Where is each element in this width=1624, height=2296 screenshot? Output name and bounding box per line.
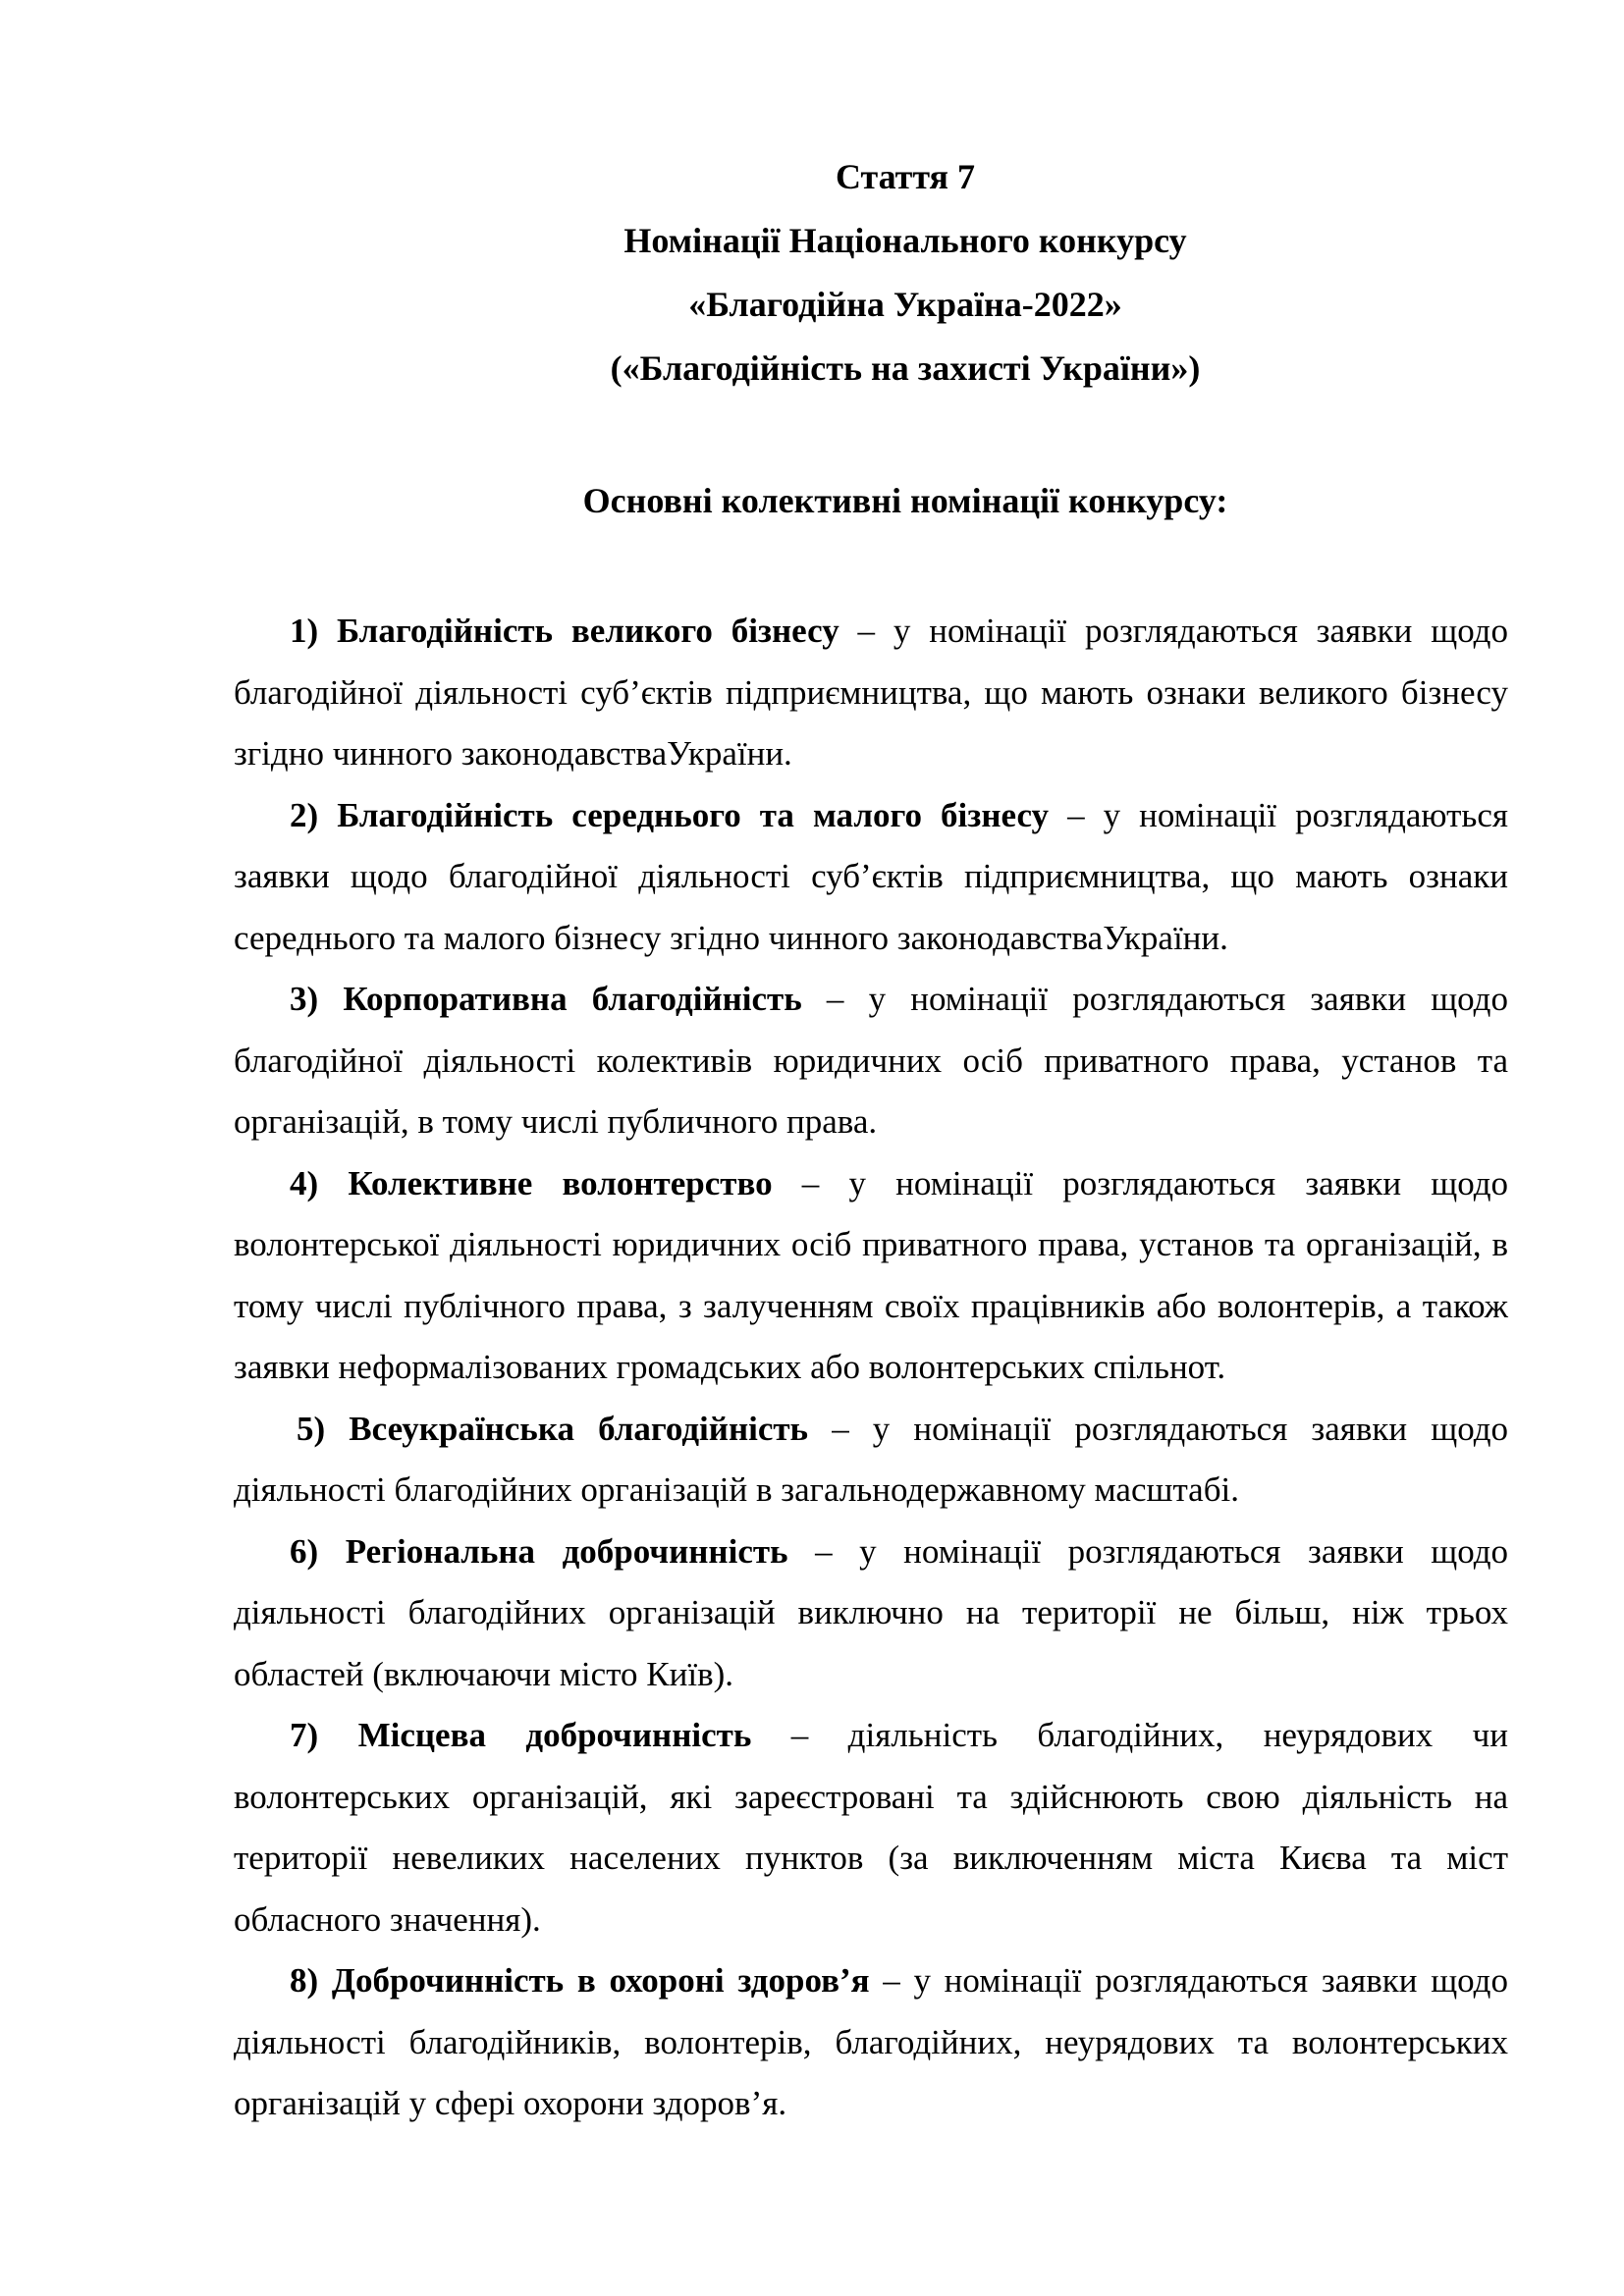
nomination-title: Благодійність середнього та малого бізнесу [337, 795, 1050, 834]
nomination-number: 7) [290, 1716, 319, 1754]
nomination-text: – у номінації розглядаються заявки щодо благодійної діяльності колективів юридичних осіб приватного права, установ та організацій, в тому числі публичного права. [234, 980, 1508, 1141]
nomination-number: 2) [290, 795, 319, 834]
nomination-title: Всеукраїнська благодійність [349, 1409, 809, 1448]
nomination-number: 3) [290, 980, 319, 1018]
nomination-text: – у номінації розглядаються заявки щодо благодійної діяльності суб’єктів підприємництва, що мають ознаки великого бізнесу згідно чинного законодавстваУкраїни. [234, 612, 1508, 773]
nomination-number: 8) [290, 1961, 319, 2000]
nomination-text: – у номінації розглядаються заявки щодо діяльності благодійних організацій в загальнодержавному масштабі. [234, 1409, 1509, 1509]
nomination-text: – у номінації розглядаються заявки щодо діяльності благодійних організацій виключно на території не більш, ніж трьох областей (включаючи місто Київ). [234, 1531, 1508, 1693]
nomination-5 [234, 1399, 1508, 1522]
nomination-title: Місцева доброчинність [357, 1716, 752, 1754]
nomination-3 [234, 969, 1508, 1153]
nomination-number: 6) [290, 1531, 319, 1571]
nomination-8 [234, 1950, 1508, 2135]
nomination-number: 1) [290, 612, 319, 650]
nomination-4 [234, 1153, 1508, 1399]
nomination-title: Доброчинність в охороні здоров’я [331, 1961, 870, 2000]
nomination-title: Корпоративна благодійність [343, 980, 802, 1018]
nominations-list [234, 601, 1508, 2135]
nomination-title: Благодійність великого бізнесу [337, 612, 839, 650]
nomination-number: 4) [290, 1163, 319, 1202]
nomination-text: – у номінації розглядаються заявки щодо діяльності благодійників, волонтерів, благодійних, неурядових та волонтерських організацій у сфері охорони здоров’я. [234, 1961, 1508, 2122]
nomination-text: – у номінації розглядаються заявки щодо волонтерської діяльності юридичних осіб приватного права, установ та організацій, в тому числі публічного права, з залученням своїх працівників або волонтерів, а також заявки неформалізованих громадських або волонтерських спільнот. [234, 1163, 1508, 1386]
nomination-title: Регіональна доброчинність [345, 1531, 788, 1571]
nomination-1 [234, 601, 1508, 785]
nomination-6 [234, 1522, 1508, 1706]
nomination-text: – діяльність благодійних, неурядових чи волонтерських організацій, які зареєстровані та здійснюють свою діяльність на території невеликих населених пунктов (за виключенням міста Києва та міст обласного значення). [234, 1716, 1509, 1939]
heading-line-2: «Благодійна Україна-2022» [688, 285, 1122, 324]
nomination-2 [234, 785, 1508, 970]
article-title: Стаття 7 [835, 157, 976, 196]
nomination-7 [234, 1705, 1508, 1950]
nomination-text: – у номінації розглядаються заявки щодо благодійної діяльності суб’єктів підприємництва, що мають ознаки середнього та малого бізнесу згідно чинного законодавстваУкраїни. [234, 795, 1508, 957]
nomination-title: Колективне волонтерство [348, 1163, 773, 1202]
nomination-number: 5) [297, 1409, 326, 1448]
heading-line-3: («Благодійність на захисті України») [610, 348, 1201, 388]
heading-line-1: Номінації Національного конкурсу [623, 221, 1187, 260]
section-title: Основні колективні номінації конкурсу: [582, 481, 1228, 520]
